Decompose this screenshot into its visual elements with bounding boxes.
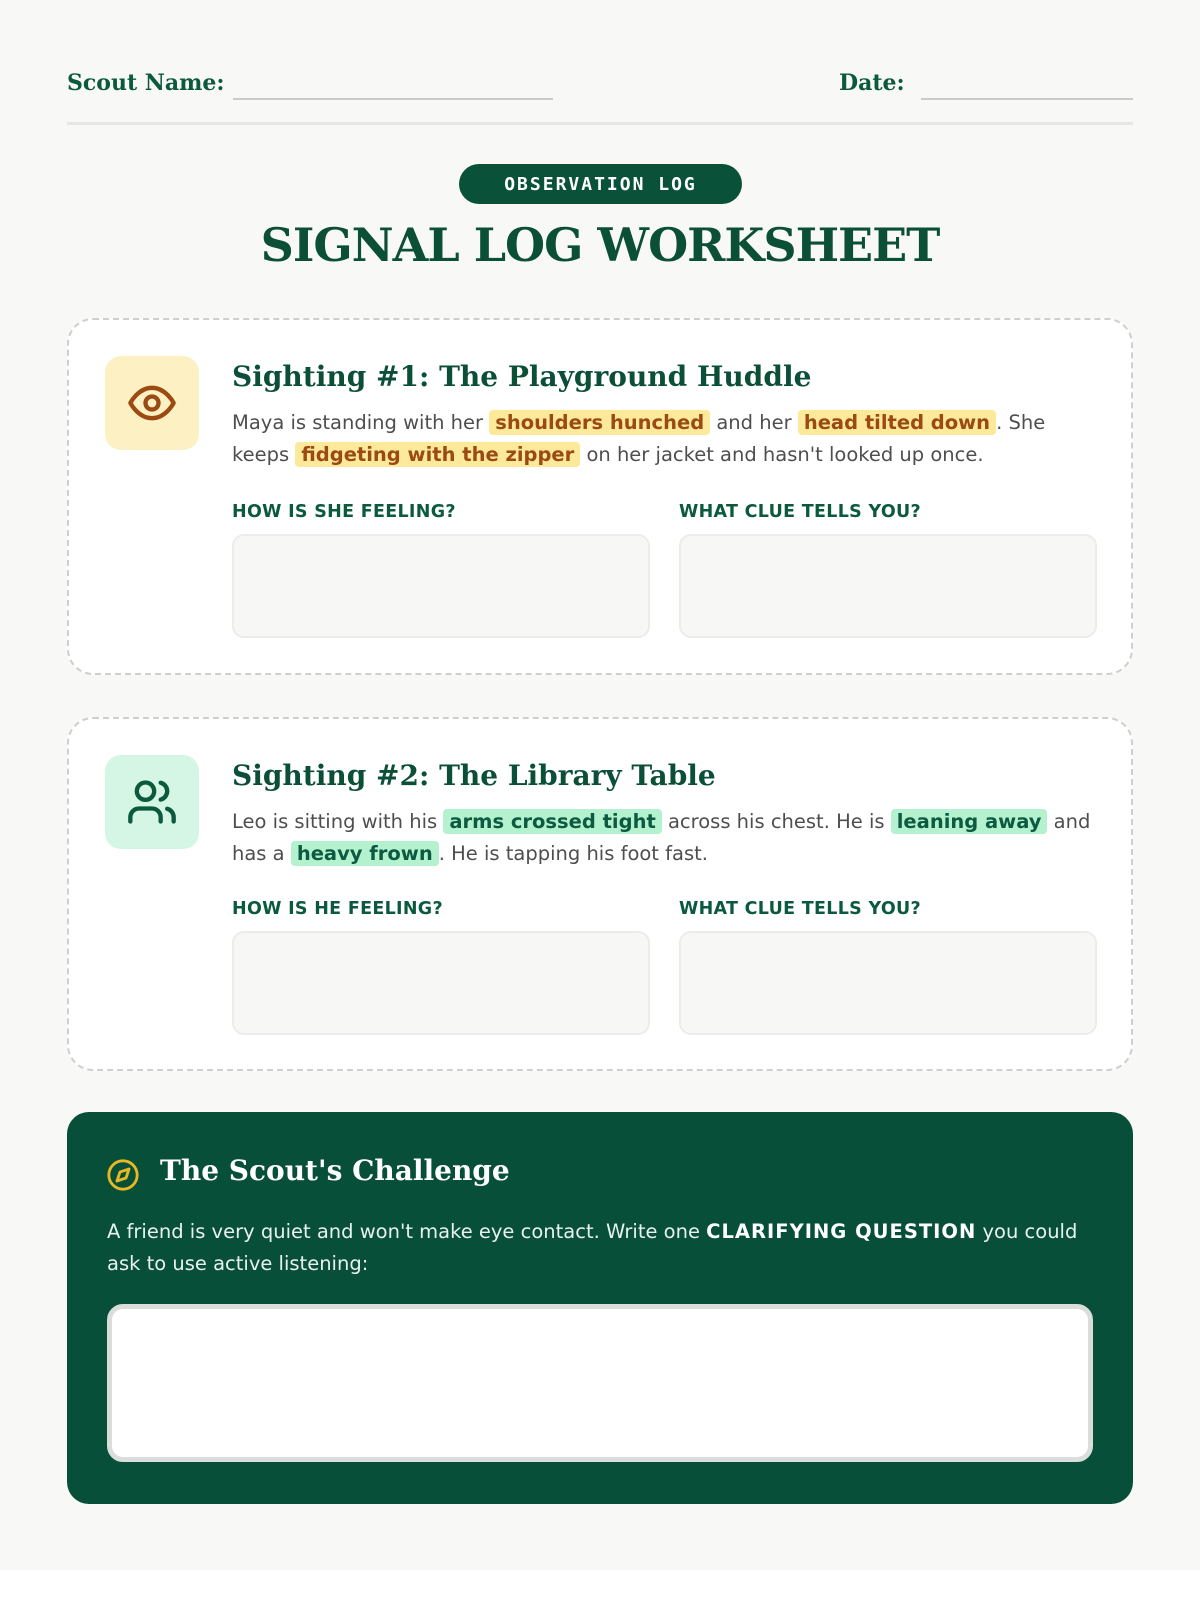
sighting-card-2 bbox=[67, 717, 1133, 1071]
sighting-title: Sighting #1: The Playground Huddle bbox=[232, 360, 812, 393]
sighting-description: Maya is standing with her shoulders hunched and her head tilted down . She keeps fidgeting with the zipper on her jacket and hasn't looked up once. bbox=[232, 411, 1046, 466]
feeling-answer-box[interactable] bbox=[232, 931, 650, 1035]
clue-highlight: heavy frown bbox=[291, 841, 439, 866]
scout-name-field[interactable] bbox=[233, 98, 553, 100]
clue-highlight: leaning away bbox=[891, 809, 1048, 834]
challenge-prompt: A friend is very quiet and won't make eye contact. Write one CLARIFYING QUESTION you could ask to use active listening: bbox=[107, 1220, 1078, 1275]
page-title: SIGNAL LOG WORKSHEET bbox=[260, 218, 940, 272]
observation-log-badge: OBSERVATION LOG bbox=[459, 164, 742, 204]
clue-answer-box[interactable] bbox=[679, 534, 1097, 638]
date-field[interactable] bbox=[921, 98, 1133, 100]
feeling-answer-box[interactable] bbox=[232, 534, 650, 638]
sighting-description: Leo is sitting with his arms crossed tight across his chest. He is leaning away and has a heavy frown . He is tapping his foot fast. bbox=[232, 810, 1091, 865]
sighting-card-1 bbox=[67, 318, 1133, 675]
clue-highlight: fidgeting with the zipper bbox=[295, 442, 580, 467]
scout-name-label: Scout Name: bbox=[67, 70, 225, 96]
clue-label: WHAT CLUE TELLS YOU? bbox=[679, 899, 921, 919]
challenge-answer-box[interactable] bbox=[107, 1304, 1093, 1462]
page-bottom-edge bbox=[0, 1570, 1200, 1600]
scout-challenge-panel bbox=[67, 1112, 1133, 1504]
compass-icon bbox=[106, 1158, 140, 1196]
date-label: Date: bbox=[839, 70, 905, 96]
challenge-title: The Scout's Challenge bbox=[160, 1154, 510, 1187]
clue-label: WHAT CLUE TELLS YOU? bbox=[679, 502, 921, 522]
eye-icon bbox=[105, 356, 199, 450]
feeling-label: HOW IS HE FEELING? bbox=[232, 899, 443, 919]
header-row bbox=[67, 62, 1133, 125]
users-icon bbox=[105, 755, 199, 849]
sighting-title: Sighting #2: The Library Table bbox=[232, 759, 716, 792]
feeling-label: HOW IS SHE FEELING? bbox=[232, 502, 456, 522]
clue-answer-box[interactable] bbox=[679, 931, 1097, 1035]
clarifying-question-emphasis: CLARIFYING QUESTION bbox=[706, 1220, 977, 1243]
clue-highlight: head tilted down bbox=[798, 410, 996, 435]
clue-highlight: shoulders hunched bbox=[489, 410, 710, 435]
clue-highlight: arms crossed tight bbox=[443, 809, 661, 834]
